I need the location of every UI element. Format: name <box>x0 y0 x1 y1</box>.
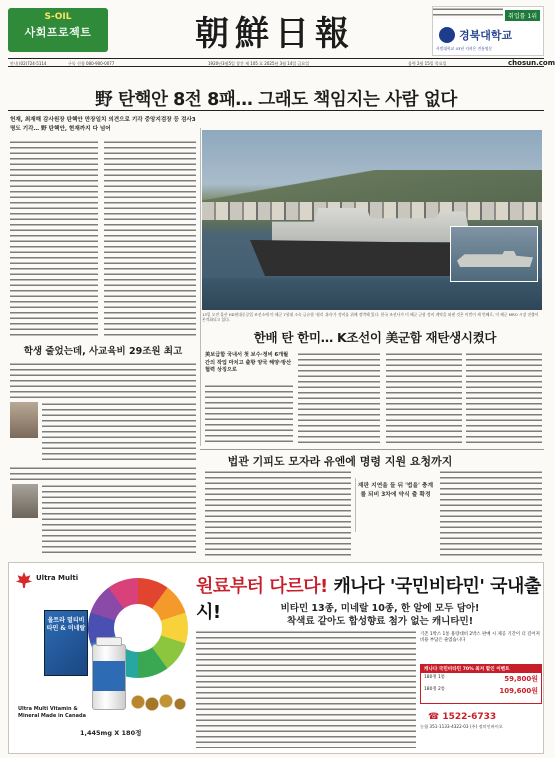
ad-sub-line2: 착색료 같아도 합성향료 첨가 없는 캐니타민! <box>286 616 474 627</box>
law-body-col2 <box>440 470 542 556</box>
order-phone-number: 1522-6733 <box>442 712 497 722</box>
price-row-1 <box>421 673 541 685</box>
ad-knu-name: 경북대학교 <box>459 29 513 42</box>
ship-pullquote: 美보급함 국내서 첫 보수·정비 6개월간의 작업 마치고 출항 양국 해양·방산 협력 상징으로 <box>205 352 292 373</box>
lead-headline[interactable]: 野 탄핵안 8전 8패… 그래도 책임지는 사람 없다 <box>95 90 457 110</box>
product-box-label: 울트라 멀티비타민 & 미네랄 <box>46 617 86 632</box>
ad-soil-program: 사회프로젝트 <box>24 26 92 39</box>
ad-soil-banner[interactable] <box>8 8 108 52</box>
lead-deck: 헌재, 최재해 감사원장 탄핵안 만장일치 의견으로 기각 중앙지검장 등 검사3명도 기각… 野 탄핵안, 현재까지 다 넘어 <box>10 117 196 132</box>
edu-body <box>10 362 196 398</box>
column-body <box>42 402 196 462</box>
photo-caption: 13일 오전 울산 HD현대중공업 조선소에 미 해군 7함대 소속 급유함 '월리 쉬라'가 정비를 위해 정박해 있다. 한국 조선사가 미 해군 군함 정비 계약을 따낸 것은 이번이 세 번째로, 미 해군 MRO 시장 진출이 본격화되고 있다. <box>202 312 539 322</box>
order-phone[interactable]: ☎ 1522-6733 <box>428 712 497 722</box>
column-rule <box>200 128 201 446</box>
ship-body-col3 <box>386 352 462 446</box>
ship-body-col2 <box>298 352 380 446</box>
ship-body-col1 <box>205 384 293 446</box>
ad-soil-brand: S-OIL <box>44 12 72 22</box>
law-box-quote: 재판 지연을 들 뒤 '법을' 충계를 되비 3차에 약식 출 확정 <box>355 478 435 532</box>
column-body-3 <box>42 484 196 554</box>
lead-body-col1 <box>10 140 98 336</box>
ad-knu-text-lines <box>433 7 503 19</box>
law-headline[interactable]: 법관 기피도 모자라 유엔에 명령 지원 요청까지 <box>227 455 453 468</box>
ad-sub-line1: 비타민 13종, 미네랄 10종, 한 알에 모두 담아! <box>280 603 480 614</box>
bottle-cap <box>96 637 122 646</box>
law-body-col1 <box>205 470 351 556</box>
masthead-title: 朝鮮日報 <box>195 14 355 54</box>
product-pills <box>130 692 186 712</box>
ship-headline[interactable]: 한배 탄 한미… K조선이 美군함 재탄생시켰다 <box>253 330 497 345</box>
divider <box>200 449 544 450</box>
price-box <box>420 664 542 704</box>
knu-seal-icon <box>439 27 455 43</box>
ad-capacity: 1,445mg X 180정 <box>80 729 142 737</box>
site-url[interactable]: chosun.com <box>508 59 555 67</box>
ship-inset-photo <box>450 226 538 282</box>
price-row-1-label: 180정 1통 <box>424 675 446 680</box>
inset-ship <box>457 251 533 267</box>
masthead-infobar <box>8 58 555 67</box>
ad-title-red: 원료부터 다르다! <box>196 576 328 597</box>
product-bottle <box>92 644 126 710</box>
ad-title-rest: 캐나다 '국민비타민' 국내출시! <box>196 576 541 623</box>
columnist-photo <box>10 402 38 438</box>
ship-body-col4 <box>466 352 542 446</box>
photo-water <box>202 278 542 310</box>
info-subscribe: 구독 신청 080-900-0077 <box>68 61 115 66</box>
ship-photo <box>202 130 542 310</box>
info-phone: 안내 (02)724-5114 <box>10 61 47 66</box>
issue-date: 1920년3월5일 창간 제 105 호 2025년 3월 14일 금요일 <box>208 61 310 66</box>
divider <box>8 110 544 111</box>
price-row-2 <box>421 685 541 697</box>
ad-body-text <box>196 630 416 748</box>
lunar-date: 음력 2월 15일 목요일 <box>408 61 447 66</box>
bottle-label <box>93 661 125 691</box>
price-row-2-label: 180정 2통 <box>424 687 446 692</box>
photo-dock <box>202 202 542 220</box>
ad-right-head: 기존 1박스 1통 용량대비 2박스 판매 시 제공 기간이 더 길어져 비용 부담은 줄였습니다 <box>420 632 540 643</box>
ad-made-in: Ultra Multi Vitamin & Mineral Made in Canada <box>18 706 86 719</box>
column-body-2 <box>10 466 196 480</box>
price-row-2-price: 109,600원 <box>499 687 538 695</box>
price-header: 캐나다 국민비타민 70% 최저 할인 이벤트 <box>421 665 541 673</box>
ad-subtitle <box>230 602 530 628</box>
ad-knu-banner[interactable] <box>432 6 544 56</box>
lead-body-col2 <box>104 140 196 336</box>
product-box <box>44 610 88 676</box>
ad-knu-footer: 사범대학교 43년 지켜온 전통명문 <box>436 46 493 51</box>
price-row-1-price: 59,800원 <box>504 675 538 683</box>
columnist-photo-2 <box>12 484 38 518</box>
ad-brand: Ultra Multi <box>36 574 79 582</box>
edu-headline[interactable]: 학생 줄었는데, 사교육비 29조원 최고 <box>23 346 183 357</box>
ad-knu-badge: 취업률 1위 <box>505 10 540 21</box>
order-note: 농협 351-1133-4322-03 (주) 정미인바이오 <box>420 724 503 729</box>
